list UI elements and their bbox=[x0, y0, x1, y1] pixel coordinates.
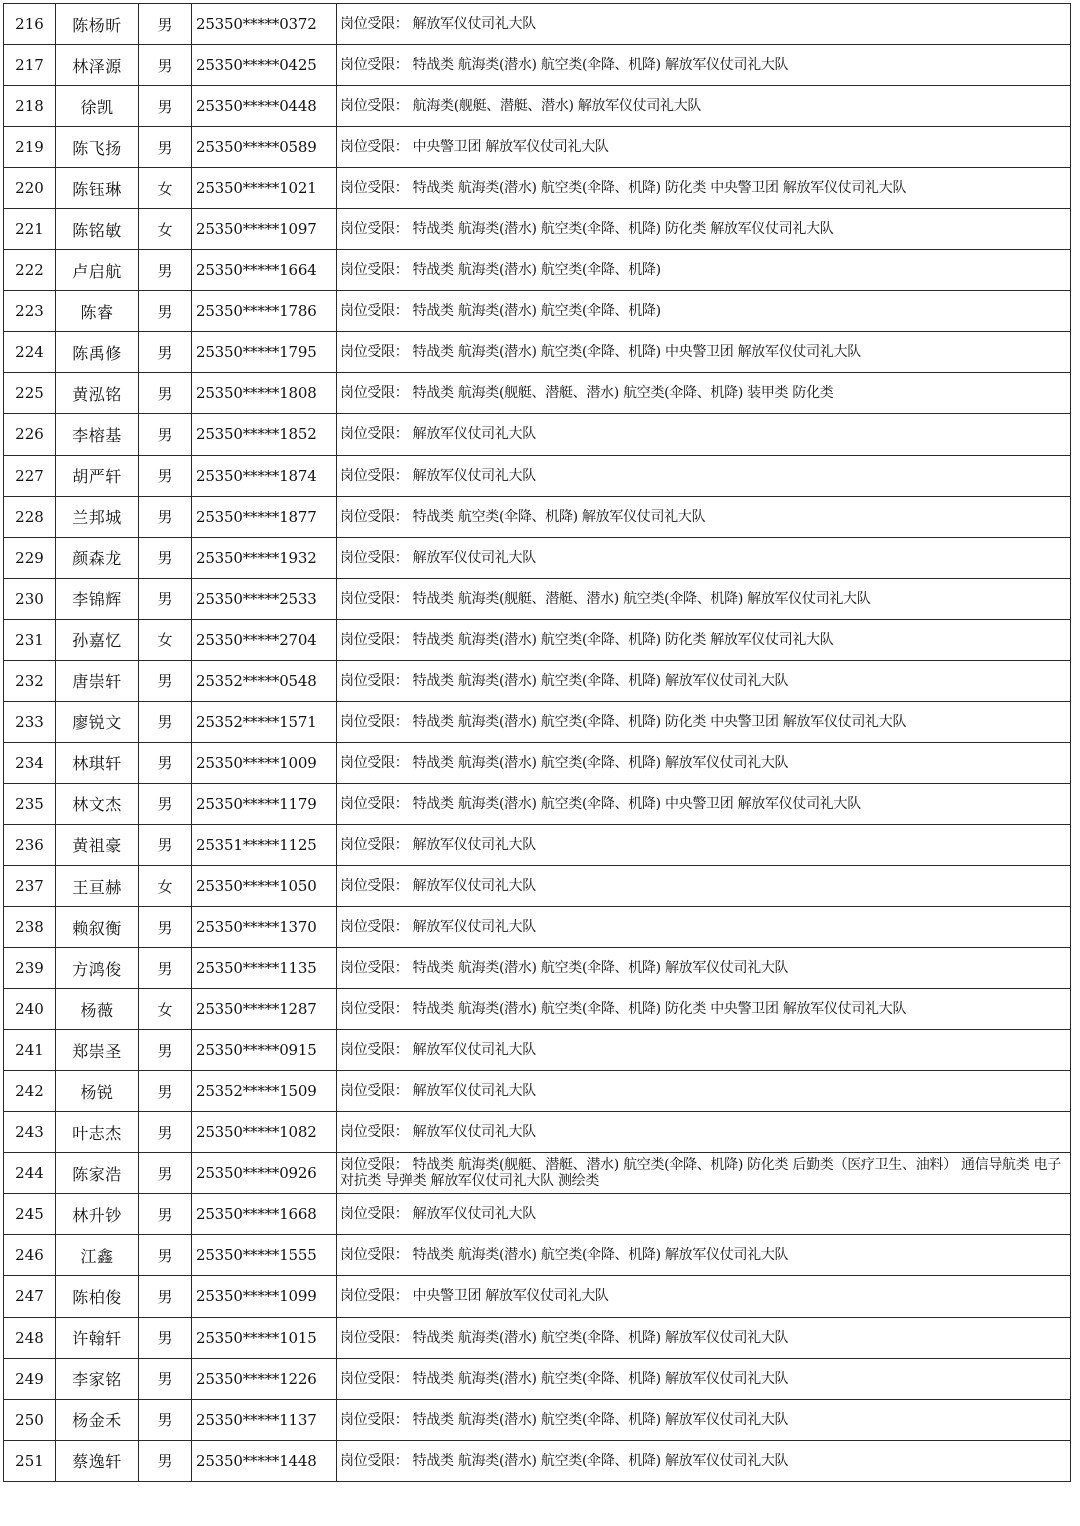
row-number-cell: 238 bbox=[4, 907, 56, 948]
table-row bbox=[4, 1112, 1071, 1153]
gender-cell: 男 bbox=[139, 1112, 192, 1153]
table-row bbox=[4, 373, 1071, 414]
id-number-cell: 25350*****0425 bbox=[192, 45, 337, 86]
gender-cell: 男 bbox=[139, 537, 192, 578]
gender-cell: 男 bbox=[139, 1276, 192, 1317]
restriction-cell: 岗位受限： 解放军仪仗司礼大队 bbox=[337, 455, 1071, 496]
name-cell: 陈杨昕 bbox=[56, 4, 139, 45]
restriction-cell: 岗位受限： 特战类 航海类(舰艇、潜艇、潜水) 航空类(伞降、机降) 装甲类 防化类 bbox=[337, 373, 1071, 414]
gender-cell: 男 bbox=[139, 250, 192, 291]
table-row bbox=[4, 1276, 1071, 1317]
id-number-cell: 25350*****1021 bbox=[192, 168, 337, 209]
id-number-cell: 25350*****0926 bbox=[192, 1153, 337, 1194]
row-number-cell: 232 bbox=[4, 660, 56, 701]
table-row bbox=[4, 455, 1071, 496]
gender-cell: 女 bbox=[139, 619, 192, 660]
row-number-cell: 240 bbox=[4, 989, 56, 1030]
name-cell: 杨金禾 bbox=[56, 1399, 139, 1440]
name-cell: 赖叙衡 bbox=[56, 907, 139, 948]
table-row bbox=[4, 1317, 1071, 1358]
restriction-cell: 岗位受限： 特战类 航海类(潜水) 航空类(伞降、机降) 解放军仪仗司礼大队 bbox=[337, 45, 1071, 86]
restriction-cell: 岗位受限： 特战类 航海类(舰艇、潜艇、潜水) 航空类(伞降、机降) 解放军仪仗司礼大队 bbox=[337, 578, 1071, 619]
restriction-cell: 岗位受限： 特战类 航空类(伞降、机降) 解放军仪仗司礼大队 bbox=[337, 496, 1071, 537]
name-cell: 兰邦城 bbox=[56, 496, 139, 537]
row-number-cell: 226 bbox=[4, 414, 56, 455]
row-number-cell: 243 bbox=[4, 1112, 56, 1153]
name-cell: 林文杰 bbox=[56, 783, 139, 824]
table-row bbox=[4, 701, 1071, 742]
id-number-cell: 25350*****1097 bbox=[192, 209, 337, 250]
name-cell: 孙嘉忆 bbox=[56, 619, 139, 660]
name-cell: 李家铭 bbox=[56, 1358, 139, 1399]
table-row bbox=[4, 1194, 1071, 1235]
restriction-cell: 岗位受限： 特战类 航海类(潜水) 航空类(伞降、机降) 防化类 中央警卫团 解放军仪仗司礼大队 bbox=[337, 168, 1071, 209]
table-row bbox=[4, 578, 1071, 619]
table-row bbox=[4, 660, 1071, 701]
id-number-cell: 25350*****1099 bbox=[192, 1276, 337, 1317]
gender-cell: 男 bbox=[139, 414, 192, 455]
id-number-cell: 25350*****1852 bbox=[192, 414, 337, 455]
restriction-cell: 岗位受限： 解放军仪仗司礼大队 bbox=[337, 1071, 1071, 1112]
gender-cell: 男 bbox=[139, 1317, 192, 1358]
id-number-cell: 25350*****1668 bbox=[192, 1194, 337, 1235]
restriction-cell: 岗位受限： 特战类 航海类(潜水) 航空类(伞降、机降) 解放军仪仗司礼大队 bbox=[337, 1440, 1071, 1481]
name-cell: 唐崇轩 bbox=[56, 660, 139, 701]
id-number-cell: 25350*****0589 bbox=[192, 127, 337, 168]
name-cell: 陈家浩 bbox=[56, 1153, 139, 1194]
row-number-cell: 251 bbox=[4, 1440, 56, 1481]
table-row bbox=[4, 209, 1071, 250]
row-number-cell: 237 bbox=[4, 865, 56, 906]
candidate-table bbox=[3, 3, 1071, 1482]
row-number-cell: 247 bbox=[4, 1276, 56, 1317]
row-number-cell: 241 bbox=[4, 1030, 56, 1071]
table-row bbox=[4, 948, 1071, 989]
gender-cell: 男 bbox=[139, 948, 192, 989]
gender-cell: 男 bbox=[139, 455, 192, 496]
name-cell: 黄祖豪 bbox=[56, 824, 139, 865]
id-number-cell: 25350*****1664 bbox=[192, 250, 337, 291]
table-row bbox=[4, 907, 1071, 948]
id-number-cell: 25350*****1009 bbox=[192, 742, 337, 783]
gender-cell: 女 bbox=[139, 989, 192, 1030]
name-cell: 陈飞扬 bbox=[56, 127, 139, 168]
name-cell: 蔡逸轩 bbox=[56, 1440, 139, 1481]
row-number-cell: 230 bbox=[4, 578, 56, 619]
table-row bbox=[4, 414, 1071, 455]
restriction-cell: 岗位受限： 特战类 航海类(舰艇、潜艇、潜水) 航空类(伞降、机降) 防化类 后勤类（医疗卫生、油料） 通信导航类 电子对抗类 导弹类 解放军仪仗司礼大队 测绘类 bbox=[337, 1153, 1071, 1194]
id-number-cell: 25350*****2533 bbox=[192, 578, 337, 619]
table-row bbox=[4, 824, 1071, 865]
gender-cell: 男 bbox=[139, 291, 192, 332]
name-cell: 叶志杰 bbox=[56, 1112, 139, 1153]
table-row bbox=[4, 742, 1071, 783]
table-row bbox=[4, 127, 1071, 168]
name-cell: 许翰轩 bbox=[56, 1317, 139, 1358]
gender-cell: 男 bbox=[139, 1358, 192, 1399]
restriction-cell: 岗位受限： 特战类 航海类(潜水) 航空类(伞降、机降) 防化类 中央警卫团 解放军仪仗司礼大队 bbox=[337, 701, 1071, 742]
table-row bbox=[4, 989, 1071, 1030]
row-number-cell: 219 bbox=[4, 127, 56, 168]
table-row bbox=[4, 4, 1071, 45]
restriction-cell: 岗位受限： 特战类 航海类(潜水) 航空类(伞降、机降) 防化类 解放军仪仗司礼大队 bbox=[337, 619, 1071, 660]
restriction-cell: 岗位受限： 中央警卫团 解放军仪仗司礼大队 bbox=[337, 1276, 1071, 1317]
id-number-cell: 25350*****1448 bbox=[192, 1440, 337, 1481]
row-number-cell: 225 bbox=[4, 373, 56, 414]
name-cell: 陈柏俊 bbox=[56, 1276, 139, 1317]
gender-cell: 男 bbox=[139, 1030, 192, 1071]
gender-cell: 男 bbox=[139, 373, 192, 414]
restriction-cell: 岗位受限： 特战类 航海类(潜水) 航空类(伞降、机降) 防化类 中央警卫团 解放军仪仗司礼大队 bbox=[337, 989, 1071, 1030]
row-number-cell: 239 bbox=[4, 948, 56, 989]
gender-cell: 男 bbox=[139, 660, 192, 701]
gender-cell: 男 bbox=[139, 4, 192, 45]
row-number-cell: 217 bbox=[4, 45, 56, 86]
restriction-cell: 岗位受限： 特战类 航海类(潜水) 航空类(伞降、机降) 解放军仪仗司礼大队 bbox=[337, 742, 1071, 783]
table-row bbox=[4, 1030, 1071, 1071]
name-cell: 陈铭敏 bbox=[56, 209, 139, 250]
name-cell: 林琪轩 bbox=[56, 742, 139, 783]
gender-cell: 男 bbox=[139, 1194, 192, 1235]
name-cell: 颜森龙 bbox=[56, 537, 139, 578]
table-row bbox=[4, 1071, 1071, 1112]
row-number-cell: 228 bbox=[4, 496, 56, 537]
restriction-cell: 岗位受限： 特战类 航海类(潜水) 航空类(伞降、机降) 解放军仪仗司礼大队 bbox=[337, 1399, 1071, 1440]
name-cell: 江鑫 bbox=[56, 1235, 139, 1276]
restriction-cell: 岗位受限： 特战类 航海类(潜水) 航空类(伞降、机降) 解放军仪仗司礼大队 bbox=[337, 660, 1071, 701]
id-number-cell: 25350*****1135 bbox=[192, 948, 337, 989]
row-number-cell: 216 bbox=[4, 4, 56, 45]
restriction-cell: 岗位受限： 解放军仪仗司礼大队 bbox=[337, 1194, 1071, 1235]
gender-cell: 男 bbox=[139, 86, 192, 127]
gender-cell: 女 bbox=[139, 209, 192, 250]
id-number-cell: 25350*****1287 bbox=[192, 989, 337, 1030]
restriction-cell: 岗位受限： 特战类 航海类(潜水) 航空类(伞降、机降) bbox=[337, 250, 1071, 291]
row-number-cell: 218 bbox=[4, 86, 56, 127]
name-cell: 陈禹修 bbox=[56, 332, 139, 373]
gender-cell: 男 bbox=[139, 1399, 192, 1440]
id-number-cell: 25350*****1050 bbox=[192, 865, 337, 906]
name-cell: 郑崇圣 bbox=[56, 1030, 139, 1071]
id-number-cell: 25351*****1125 bbox=[192, 824, 337, 865]
id-number-cell: 25350*****1932 bbox=[192, 537, 337, 578]
row-number-cell: 236 bbox=[4, 824, 56, 865]
id-number-cell: 25350*****1808 bbox=[192, 373, 337, 414]
id-number-cell: 25350*****1877 bbox=[192, 496, 337, 537]
gender-cell: 男 bbox=[139, 1440, 192, 1481]
name-cell: 杨锐 bbox=[56, 1071, 139, 1112]
id-number-cell: 25350*****1874 bbox=[192, 455, 337, 496]
table-row bbox=[4, 783, 1071, 824]
restriction-cell: 岗位受限： 解放军仪仗司礼大队 bbox=[337, 537, 1071, 578]
name-cell: 陈钰琳 bbox=[56, 168, 139, 209]
name-cell: 李榕基 bbox=[56, 414, 139, 455]
table-row bbox=[4, 1358, 1071, 1399]
id-number-cell: 25350*****0915 bbox=[192, 1030, 337, 1071]
gender-cell: 男 bbox=[139, 907, 192, 948]
name-cell: 卢启航 bbox=[56, 250, 139, 291]
row-number-cell: 223 bbox=[4, 291, 56, 332]
restriction-cell: 岗位受限： 解放军仪仗司礼大队 bbox=[337, 4, 1071, 45]
restriction-cell: 岗位受限： 解放军仪仗司礼大队 bbox=[337, 865, 1071, 906]
row-number-cell: 229 bbox=[4, 537, 56, 578]
gender-cell: 男 bbox=[139, 45, 192, 86]
restriction-cell: 岗位受限： 中央警卫团 解放军仪仗司礼大队 bbox=[337, 127, 1071, 168]
id-number-cell: 25350*****1137 bbox=[192, 1399, 337, 1440]
id-number-cell: 25350*****2704 bbox=[192, 619, 337, 660]
table-row bbox=[4, 86, 1071, 127]
table-row bbox=[4, 537, 1071, 578]
id-number-cell: 25350*****1226 bbox=[192, 1358, 337, 1399]
gender-cell: 男 bbox=[139, 578, 192, 619]
table-body bbox=[4, 4, 1071, 1482]
gender-cell: 男 bbox=[139, 332, 192, 373]
id-number-cell: 25350*****1179 bbox=[192, 783, 337, 824]
row-number-cell: 222 bbox=[4, 250, 56, 291]
table-row bbox=[4, 496, 1071, 537]
table-row bbox=[4, 291, 1071, 332]
name-cell: 方鸿俊 bbox=[56, 948, 139, 989]
restriction-cell: 岗位受限： 解放军仪仗司礼大队 bbox=[337, 1112, 1071, 1153]
id-number-cell: 25350*****1370 bbox=[192, 907, 337, 948]
id-number-cell: 25350*****1555 bbox=[192, 1235, 337, 1276]
restriction-cell: 岗位受限： 特战类 航海类(潜水) 航空类(伞降、机降) bbox=[337, 291, 1071, 332]
name-cell: 黄泓铭 bbox=[56, 373, 139, 414]
name-cell: 林泽源 bbox=[56, 45, 139, 86]
id-number-cell: 25350*****0448 bbox=[192, 86, 337, 127]
name-cell: 陈睿 bbox=[56, 291, 139, 332]
restriction-cell: 岗位受限： 特战类 航海类(潜水) 航空类(伞降、机降) 中央警卫团 解放军仪仗司礼大队 bbox=[337, 783, 1071, 824]
row-number-cell: 242 bbox=[4, 1071, 56, 1112]
gender-cell: 男 bbox=[139, 1235, 192, 1276]
row-number-cell: 231 bbox=[4, 619, 56, 660]
row-number-cell: 235 bbox=[4, 783, 56, 824]
name-cell: 林升钞 bbox=[56, 1194, 139, 1235]
gender-cell: 女 bbox=[139, 865, 192, 906]
table-row bbox=[4, 332, 1071, 373]
name-cell: 廖锐文 bbox=[56, 701, 139, 742]
row-number-cell: 249 bbox=[4, 1358, 56, 1399]
gender-cell: 男 bbox=[139, 701, 192, 742]
table-row bbox=[4, 865, 1071, 906]
row-number-cell: 234 bbox=[4, 742, 56, 783]
restriction-cell: 岗位受限： 特战类 航海类(潜水) 航空类(伞降、机降) 中央警卫团 解放军仪仗司礼大队 bbox=[337, 332, 1071, 373]
table-row bbox=[4, 1440, 1071, 1481]
row-number-cell: 250 bbox=[4, 1399, 56, 1440]
table-row bbox=[4, 168, 1071, 209]
restriction-cell: 岗位受限： 特战类 航海类(潜水) 航空类(伞降、机降) 解放军仪仗司礼大队 bbox=[337, 1317, 1071, 1358]
restriction-cell: 岗位受限： 解放军仪仗司礼大队 bbox=[337, 907, 1071, 948]
restriction-cell: 岗位受限： 解放军仪仗司礼大队 bbox=[337, 824, 1071, 865]
row-number-cell: 246 bbox=[4, 1235, 56, 1276]
gender-cell: 男 bbox=[139, 824, 192, 865]
row-number-cell: 244 bbox=[4, 1153, 56, 1194]
restriction-cell: 岗位受限： 解放军仪仗司礼大队 bbox=[337, 1030, 1071, 1071]
gender-cell: 男 bbox=[139, 1153, 192, 1194]
id-number-cell: 25350*****0372 bbox=[192, 4, 337, 45]
id-number-cell: 25352*****1571 bbox=[192, 701, 337, 742]
table-row bbox=[4, 1235, 1071, 1276]
row-number-cell: 248 bbox=[4, 1317, 56, 1358]
row-number-cell: 233 bbox=[4, 701, 56, 742]
gender-cell: 男 bbox=[139, 496, 192, 537]
table-row bbox=[4, 250, 1071, 291]
gender-cell: 男 bbox=[139, 127, 192, 168]
table-row bbox=[4, 1399, 1071, 1440]
table-row bbox=[4, 45, 1071, 86]
id-number-cell: 25350*****1082 bbox=[192, 1112, 337, 1153]
restriction-cell: 岗位受限： 特战类 航海类(潜水) 航空类(伞降、机降) 解放军仪仗司礼大队 bbox=[337, 1235, 1071, 1276]
id-number-cell: 25350*****1015 bbox=[192, 1317, 337, 1358]
id-number-cell: 25350*****1786 bbox=[192, 291, 337, 332]
name-cell: 胡严轩 bbox=[56, 455, 139, 496]
name-cell: 徐凯 bbox=[56, 86, 139, 127]
row-number-cell: 220 bbox=[4, 168, 56, 209]
gender-cell: 男 bbox=[139, 1071, 192, 1112]
gender-cell: 男 bbox=[139, 742, 192, 783]
name-cell: 李锦辉 bbox=[56, 578, 139, 619]
id-number-cell: 25352*****0548 bbox=[192, 660, 337, 701]
name-cell: 杨薇 bbox=[56, 989, 139, 1030]
row-number-cell: 245 bbox=[4, 1194, 56, 1235]
row-number-cell: 224 bbox=[4, 332, 56, 373]
restriction-cell: 岗位受限： 特战类 航海类(潜水) 航空类(伞降、机降) 解放军仪仗司礼大队 bbox=[337, 948, 1071, 989]
id-number-cell: 25352*****1509 bbox=[192, 1071, 337, 1112]
gender-cell: 男 bbox=[139, 783, 192, 824]
restriction-cell: 岗位受限： 特战类 航海类(潜水) 航空类(伞降、机降) 防化类 解放军仪仗司礼大队 bbox=[337, 209, 1071, 250]
restriction-cell: 岗位受限： 航海类(舰艇、潜艇、潜水) 解放军仪仗司礼大队 bbox=[337, 86, 1071, 127]
name-cell: 王亘赫 bbox=[56, 865, 139, 906]
table-row bbox=[4, 1153, 1071, 1194]
restriction-cell: 岗位受限： 解放军仪仗司礼大队 bbox=[337, 414, 1071, 455]
gender-cell: 女 bbox=[139, 168, 192, 209]
restriction-cell: 岗位受限： 特战类 航海类(潜水) 航空类(伞降、机降) 解放军仪仗司礼大队 bbox=[337, 1358, 1071, 1399]
row-number-cell: 227 bbox=[4, 455, 56, 496]
row-number-cell: 221 bbox=[4, 209, 56, 250]
table-row bbox=[4, 619, 1071, 660]
id-number-cell: 25350*****1795 bbox=[192, 332, 337, 373]
